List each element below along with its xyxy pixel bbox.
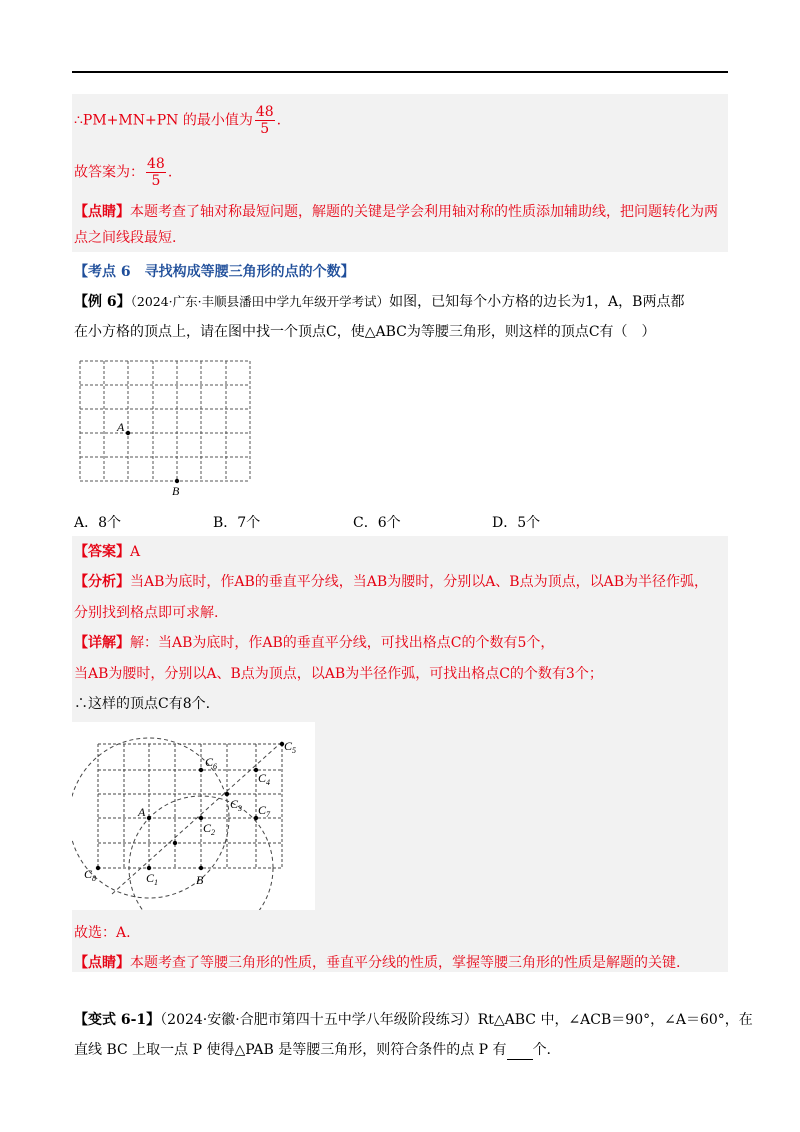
sol-label-c4: $C_4$ <box>258 771 271 787</box>
sol-label-c8: $C_8$ <box>84 867 97 883</box>
comment-line-2: 点之间线段最短. <box>74 230 177 246</box>
sol-label-c2: $C_2$ <box>203 821 216 837</box>
option-c[interactable]: C．6个 <box>353 515 401 531</box>
sol-label-c6: $C_6$ <box>205 755 218 771</box>
analysis-line-2: 分别找到格点即可求解. <box>74 605 219 621</box>
sol-label-a: A <box>138 805 146 819</box>
answer-blank[interactable] <box>507 1045 533 1060</box>
analysis-line-1: 【分析】当AB为底时，作AB的垂直平分线，当AB为腰时，分别以A、B点为顶点，以AB为半径作弧， <box>74 574 708 590</box>
min-value-line: ∴PM+MN+PN 的最小值为 $\frac{48}{5}$ . <box>74 104 282 137</box>
answer-line: 故答案为： $\frac{48}{5}$ . <box>74 156 173 189</box>
variant-line-2: 直线 BC 上取一点 P 使得△PAB 是等腰三角形，则符合条件的点 P 有 个. <box>74 1042 552 1058</box>
label-a: A <box>117 420 125 434</box>
sol-label-c5: $C_5$ <box>284 739 297 755</box>
fraction-48-5: $\frac{48}{5}$ <box>255 104 274 137</box>
detail-line-2: 当AB为腰时，分别以A、B点为顶点，以AB为半径作弧，可找出格点C的个数有3个； <box>74 666 603 682</box>
answer-tag-line: 【答案】A <box>74 544 141 560</box>
label-b: B <box>172 484 180 498</box>
sol-label-c1: $C_1$ <box>146 871 159 887</box>
answer-comment-line: 【点睛】本题考查了等腰三角形的性质，垂直平分线的性质，掌握等腰三角形的性质是解题的关键. <box>74 955 681 971</box>
example-line-2: 在小方格的顶点上，请在图中找一个顶点C，使△ABC为等腰三角形，则这样的顶点C有（ ） <box>74 324 656 340</box>
detail-line-3: ∴这样的顶点C有8个. <box>74 696 211 712</box>
sol-label-c3: $C_3$ <box>230 797 243 813</box>
grid-figure-question <box>70 355 270 500</box>
grid-figure-solution <box>72 722 315 910</box>
option-d[interactable]: D．5个 <box>492 515 541 531</box>
comment-line-1: 【点睛】本题考查了轴对称最短问题，解题的关键是学会利用轴对称的性质添加辅助线，把问题转化为两 <box>74 204 718 220</box>
option-a[interactable]: A．8个 <box>74 515 122 531</box>
point-b <box>175 479 179 483</box>
option-b[interactable]: B．7个 <box>213 515 261 531</box>
section-heading: 【考点 6 寻找构成等腰三角形的点的个数】 <box>74 264 355 280</box>
point-a <box>126 431 130 435</box>
fraction-48-5-answer: $\frac{48}{5}$ <box>147 156 165 189</box>
choice-line: 故选：A. <box>74 925 131 941</box>
header-rule <box>72 71 728 73</box>
min-value-text: ∴PM+MN+PN 的最小值为 <box>74 112 253 129</box>
sol-label-b: B <box>196 873 204 887</box>
example-line-1: 【例 6】（2024·广东·丰顺县潘田中学九年级开学考试）如图，已知每个小方格的边长为1，A，B两点都 <box>74 294 685 310</box>
variant-line-1: 【变式 6-1】（2024·安徽·合肥市第四十五中学八年级阶段练习）Rt△ABC 中，∠ACB＝90°，∠A＝60°，在 <box>74 1012 753 1028</box>
detail-line-1: 【详解】解：当AB为底时，作AB的垂直平分线，可找出格点C的个数有5个， <box>74 635 555 651</box>
sol-label-c7: $C_7$ <box>258 803 271 819</box>
